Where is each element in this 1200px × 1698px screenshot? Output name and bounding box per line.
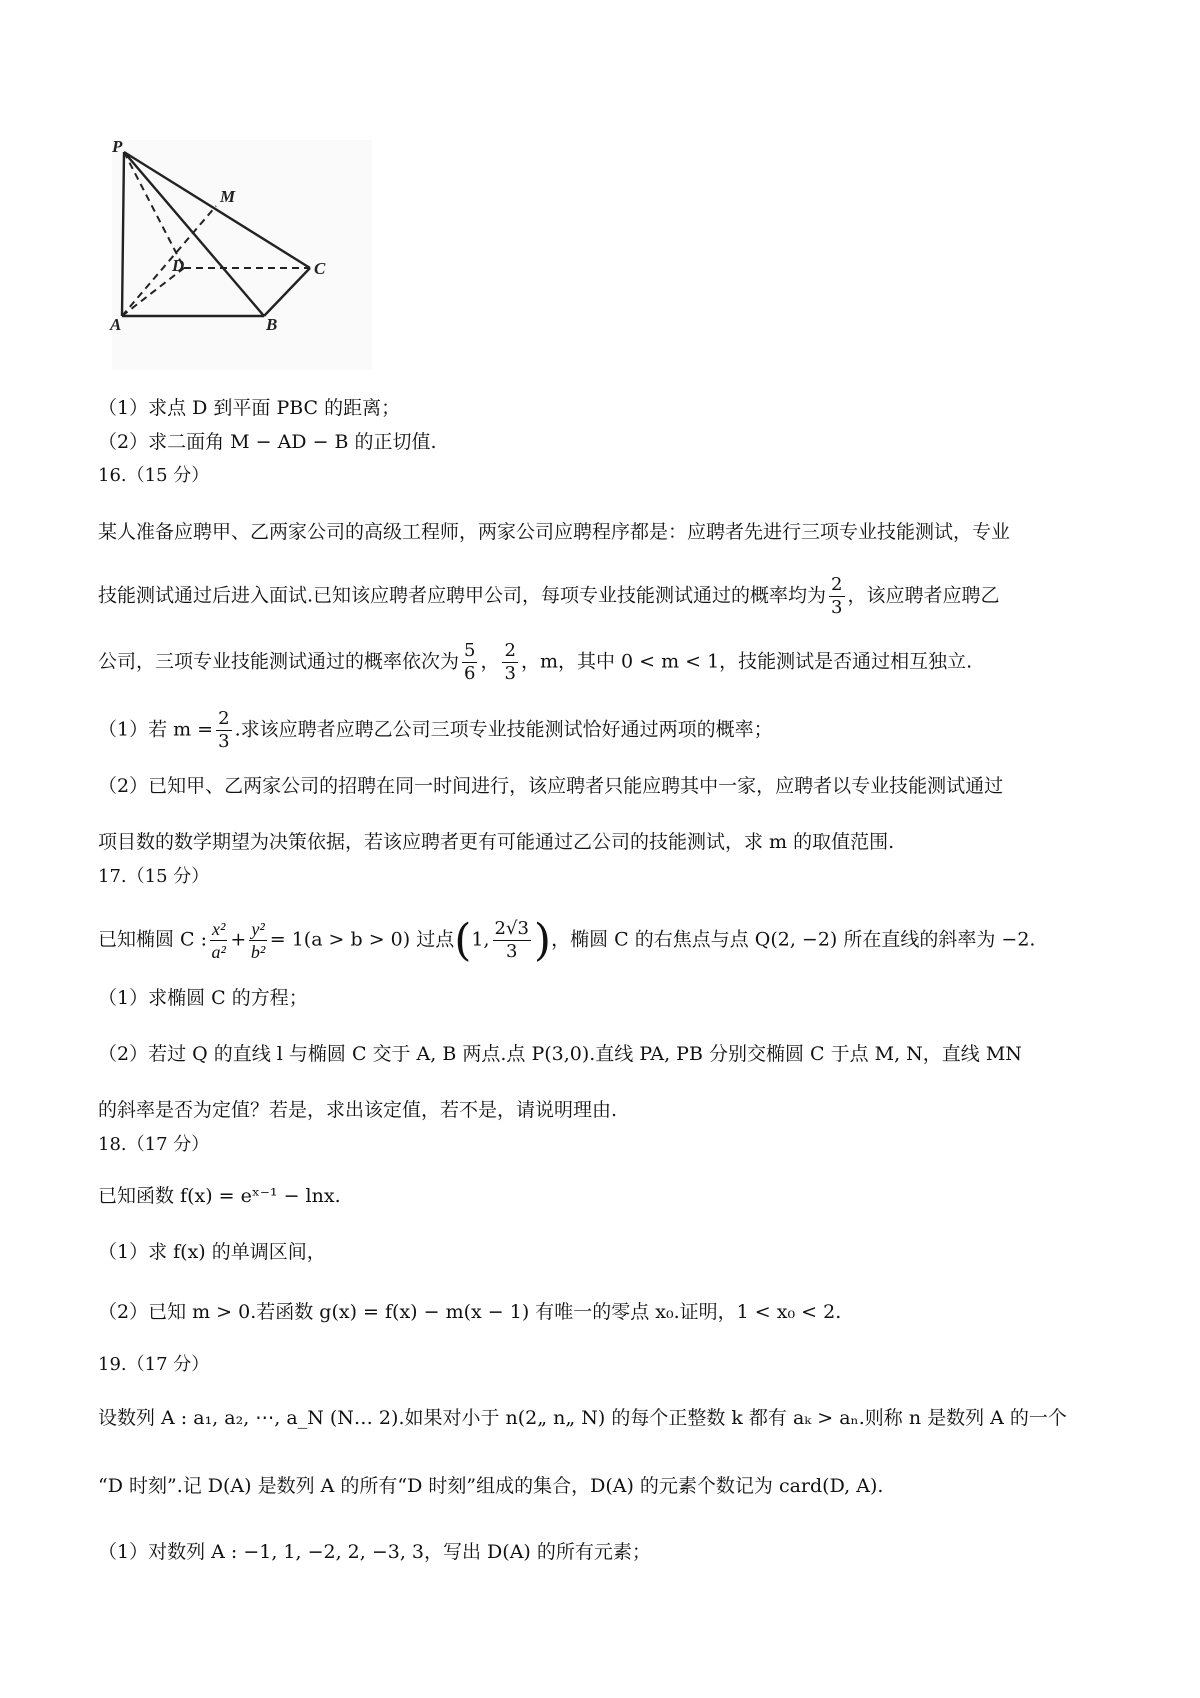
q19-para-line2: “D 时刻”.记 D(A) 是数列 A 的所有“D 时刻”组成的集合，D(A) 的元素个数记为 card(D, A). bbox=[98, 1475, 884, 1497]
q16-para-line3-tail: ，m，其中 0 < m < 1，技能测试是否通过相互独立. bbox=[520, 650, 973, 673]
left-paren: ( bbox=[454, 914, 472, 966]
q16-heading: 16.（15 分） bbox=[98, 465, 210, 486]
fraction-denominator: 3 bbox=[831, 597, 843, 618]
q15-part2: （2）求二面角 M − AD − B 的正切值. bbox=[98, 431, 437, 453]
fraction-denominator: 6 bbox=[464, 663, 476, 684]
q18-heading: 18.（17 分） bbox=[98, 1134, 210, 1155]
fraction-y2-b2 bbox=[249, 918, 266, 963]
q16-part1 bbox=[98, 708, 773, 753]
q16-para-line2-text: 技能测试通过后进入面试.已知该应聘者应聘甲公司，每项专业技能测试通过的概率均为 bbox=[98, 584, 827, 607]
q18-part2: （2）已知 m > 0.若函数 g(x) = f(x) − m(x − 1) 有唯一的零点 x₀.证明，1 < x₀ < 2. bbox=[98, 1301, 842, 1323]
q16-separator: ， bbox=[480, 650, 500, 673]
label-M: M bbox=[220, 187, 236, 206]
q19-part1: （1）对数列 A : −1, 1, −2, 2, −3, 3，写出 D(A) 的所有元素； bbox=[98, 1541, 651, 1563]
fraction-numerator: x² bbox=[212, 919, 226, 939]
figure-background bbox=[112, 140, 372, 370]
q17-para-text: 已知椭圆 C : bbox=[98, 928, 208, 951]
q16-part1-tail: .求该应聘者应聘乙公司三项专业技能测试恰好通过两项的概率； bbox=[234, 718, 773, 741]
q16-para-line3-text: 公司，三项专业技能测试通过的概率依次为 bbox=[98, 650, 460, 673]
q16-part2-line1: （2）已知甲、乙两家公司的招聘在同一时间进行，该应聘者只能应聘其中一家，应聘者以专业技能测试通过 bbox=[98, 775, 1004, 797]
fraction-x2-a2 bbox=[210, 918, 227, 963]
q17-para-line1 bbox=[98, 914, 1036, 966]
fraction-denominator: 3 bbox=[218, 731, 230, 752]
label-D: D bbox=[172, 256, 185, 275]
q18-part1: （1）求 f(x) 的单调区间， bbox=[98, 1241, 326, 1263]
fraction-denominator: 3 bbox=[504, 663, 516, 684]
q19-heading: 19.（17 分） bbox=[98, 1354, 210, 1375]
q18-para: 已知函数 f(x) = eˣ⁻¹ − lnx. bbox=[98, 1185, 341, 1207]
fraction-denominator: b² bbox=[250, 942, 266, 962]
fraction-numerator: 2√3 bbox=[494, 918, 529, 939]
q16-para-line2-tail: ，该应聘者应聘乙 bbox=[847, 584, 1000, 607]
right-paren: ) bbox=[533, 914, 552, 966]
fraction-numerator: 2 bbox=[831, 574, 843, 595]
q16-para-line3 bbox=[98, 640, 972, 685]
q17-part2-line1: （2）若过 Q 的直线 l 与椭圆 C 交于 A, B 两点.点 P(3,0).直线 PA, PB 分别交椭圆 C 于点 M, N，直线 MN bbox=[98, 1043, 1022, 1065]
pyramid-figure bbox=[110, 137, 372, 370]
q15-part1: （1）求点 D 到平面 PBC 的距离； bbox=[98, 397, 401, 419]
fraction-five-sixths bbox=[462, 640, 477, 685]
label-A: A bbox=[110, 315, 122, 334]
fraction-denominator: a² bbox=[211, 942, 226, 962]
q17-part2-line2: 的斜率是否为定值？若是，求出该定值，若不是，请说明理由. bbox=[98, 1099, 618, 1121]
fraction-denominator: 3 bbox=[506, 941, 518, 962]
q19-para-line1: 设数列 A : a₁, a₂, ⋯, a_N (N… 2).如果对小于 n(2„ n„ N) 的每个正整数 k 都有 aₖ > aₙ.则称 n 是数列 A 的一个 bbox=[98, 1407, 1067, 1429]
q17-para-tail: ，椭圆 C 的右焦点与点 Q(2, −2) 所在直线的斜率为 −2. bbox=[551, 928, 1036, 951]
fraction-numerator: 2 bbox=[218, 708, 230, 729]
fraction-numerator: 5 bbox=[464, 640, 476, 661]
q17-part1: （1）求椭圆 C 的方程； bbox=[98, 987, 308, 1009]
fraction-numerator: y² bbox=[251, 919, 265, 939]
fraction-2sqrt3-3 bbox=[493, 918, 531, 963]
label-B: B bbox=[266, 315, 278, 334]
label-P: P bbox=[112, 137, 123, 156]
fraction-two-thirds bbox=[502, 640, 517, 685]
point-x: 1, bbox=[471, 928, 490, 951]
label-C: C bbox=[314, 259, 326, 278]
q16-para-line2 bbox=[98, 574, 1000, 619]
q16-para-line1: 某人准备应聘甲、乙两家公司的高级工程师，两家公司应聘程序都是：应聘者先进行三项专业技能测试，专业 bbox=[98, 521, 1011, 543]
q16-part1-text: （1）若 m = bbox=[98, 718, 214, 741]
fraction-numerator: 2 bbox=[504, 640, 516, 661]
plus-sign: + bbox=[230, 928, 247, 951]
q16-part2-line2: 项目数的数学期望为决策依据，若该应聘者更有可能通过乙公司的技能测试，求 m 的取值范围. bbox=[98, 831, 895, 853]
q17-heading: 17.（15 分） bbox=[98, 866, 210, 887]
q17-equation-tail: = 1(a > b > 0) 过点 bbox=[269, 928, 455, 951]
fraction-two-thirds bbox=[829, 574, 844, 619]
fraction-two-thirds bbox=[216, 708, 231, 753]
